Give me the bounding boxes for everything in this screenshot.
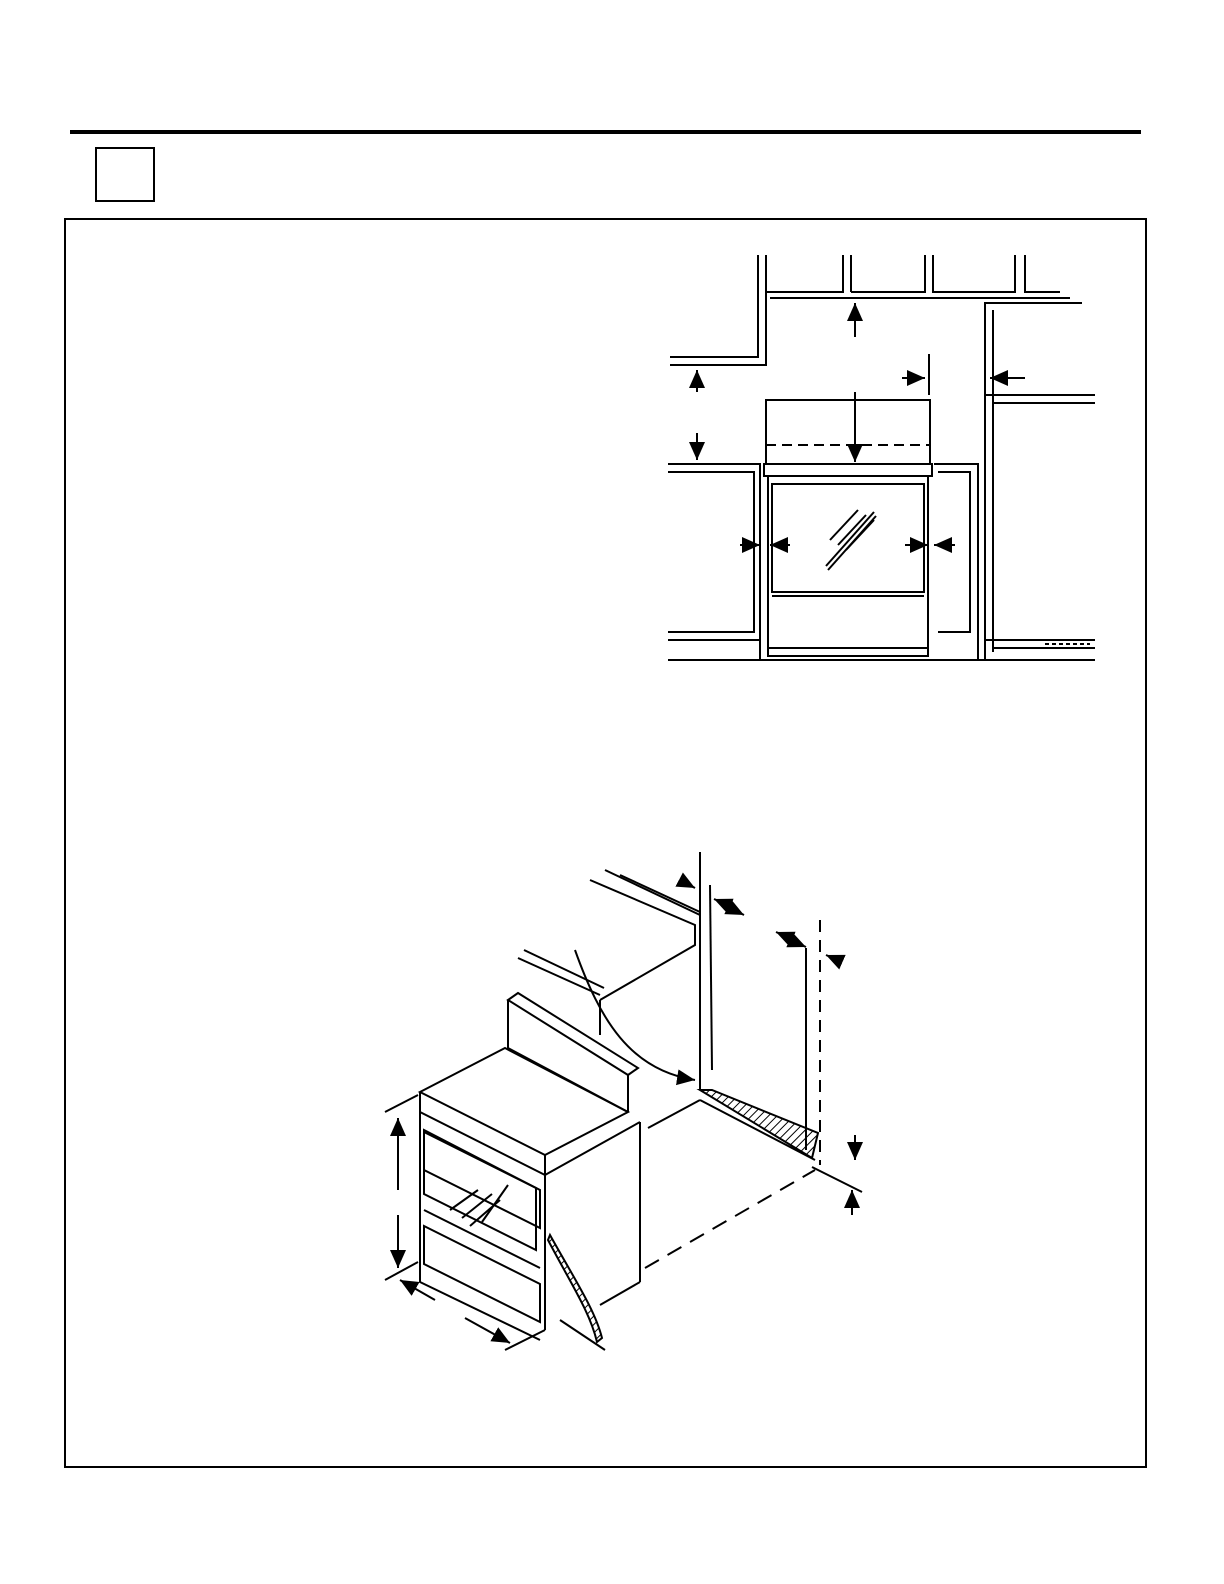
power-cord — [575, 950, 695, 1080]
rear-dimension-lines — [680, 880, 862, 1215]
wall-countertop — [518, 852, 712, 1128]
range-body — [420, 993, 640, 1340]
anti-tip-bracket — [548, 1235, 605, 1350]
